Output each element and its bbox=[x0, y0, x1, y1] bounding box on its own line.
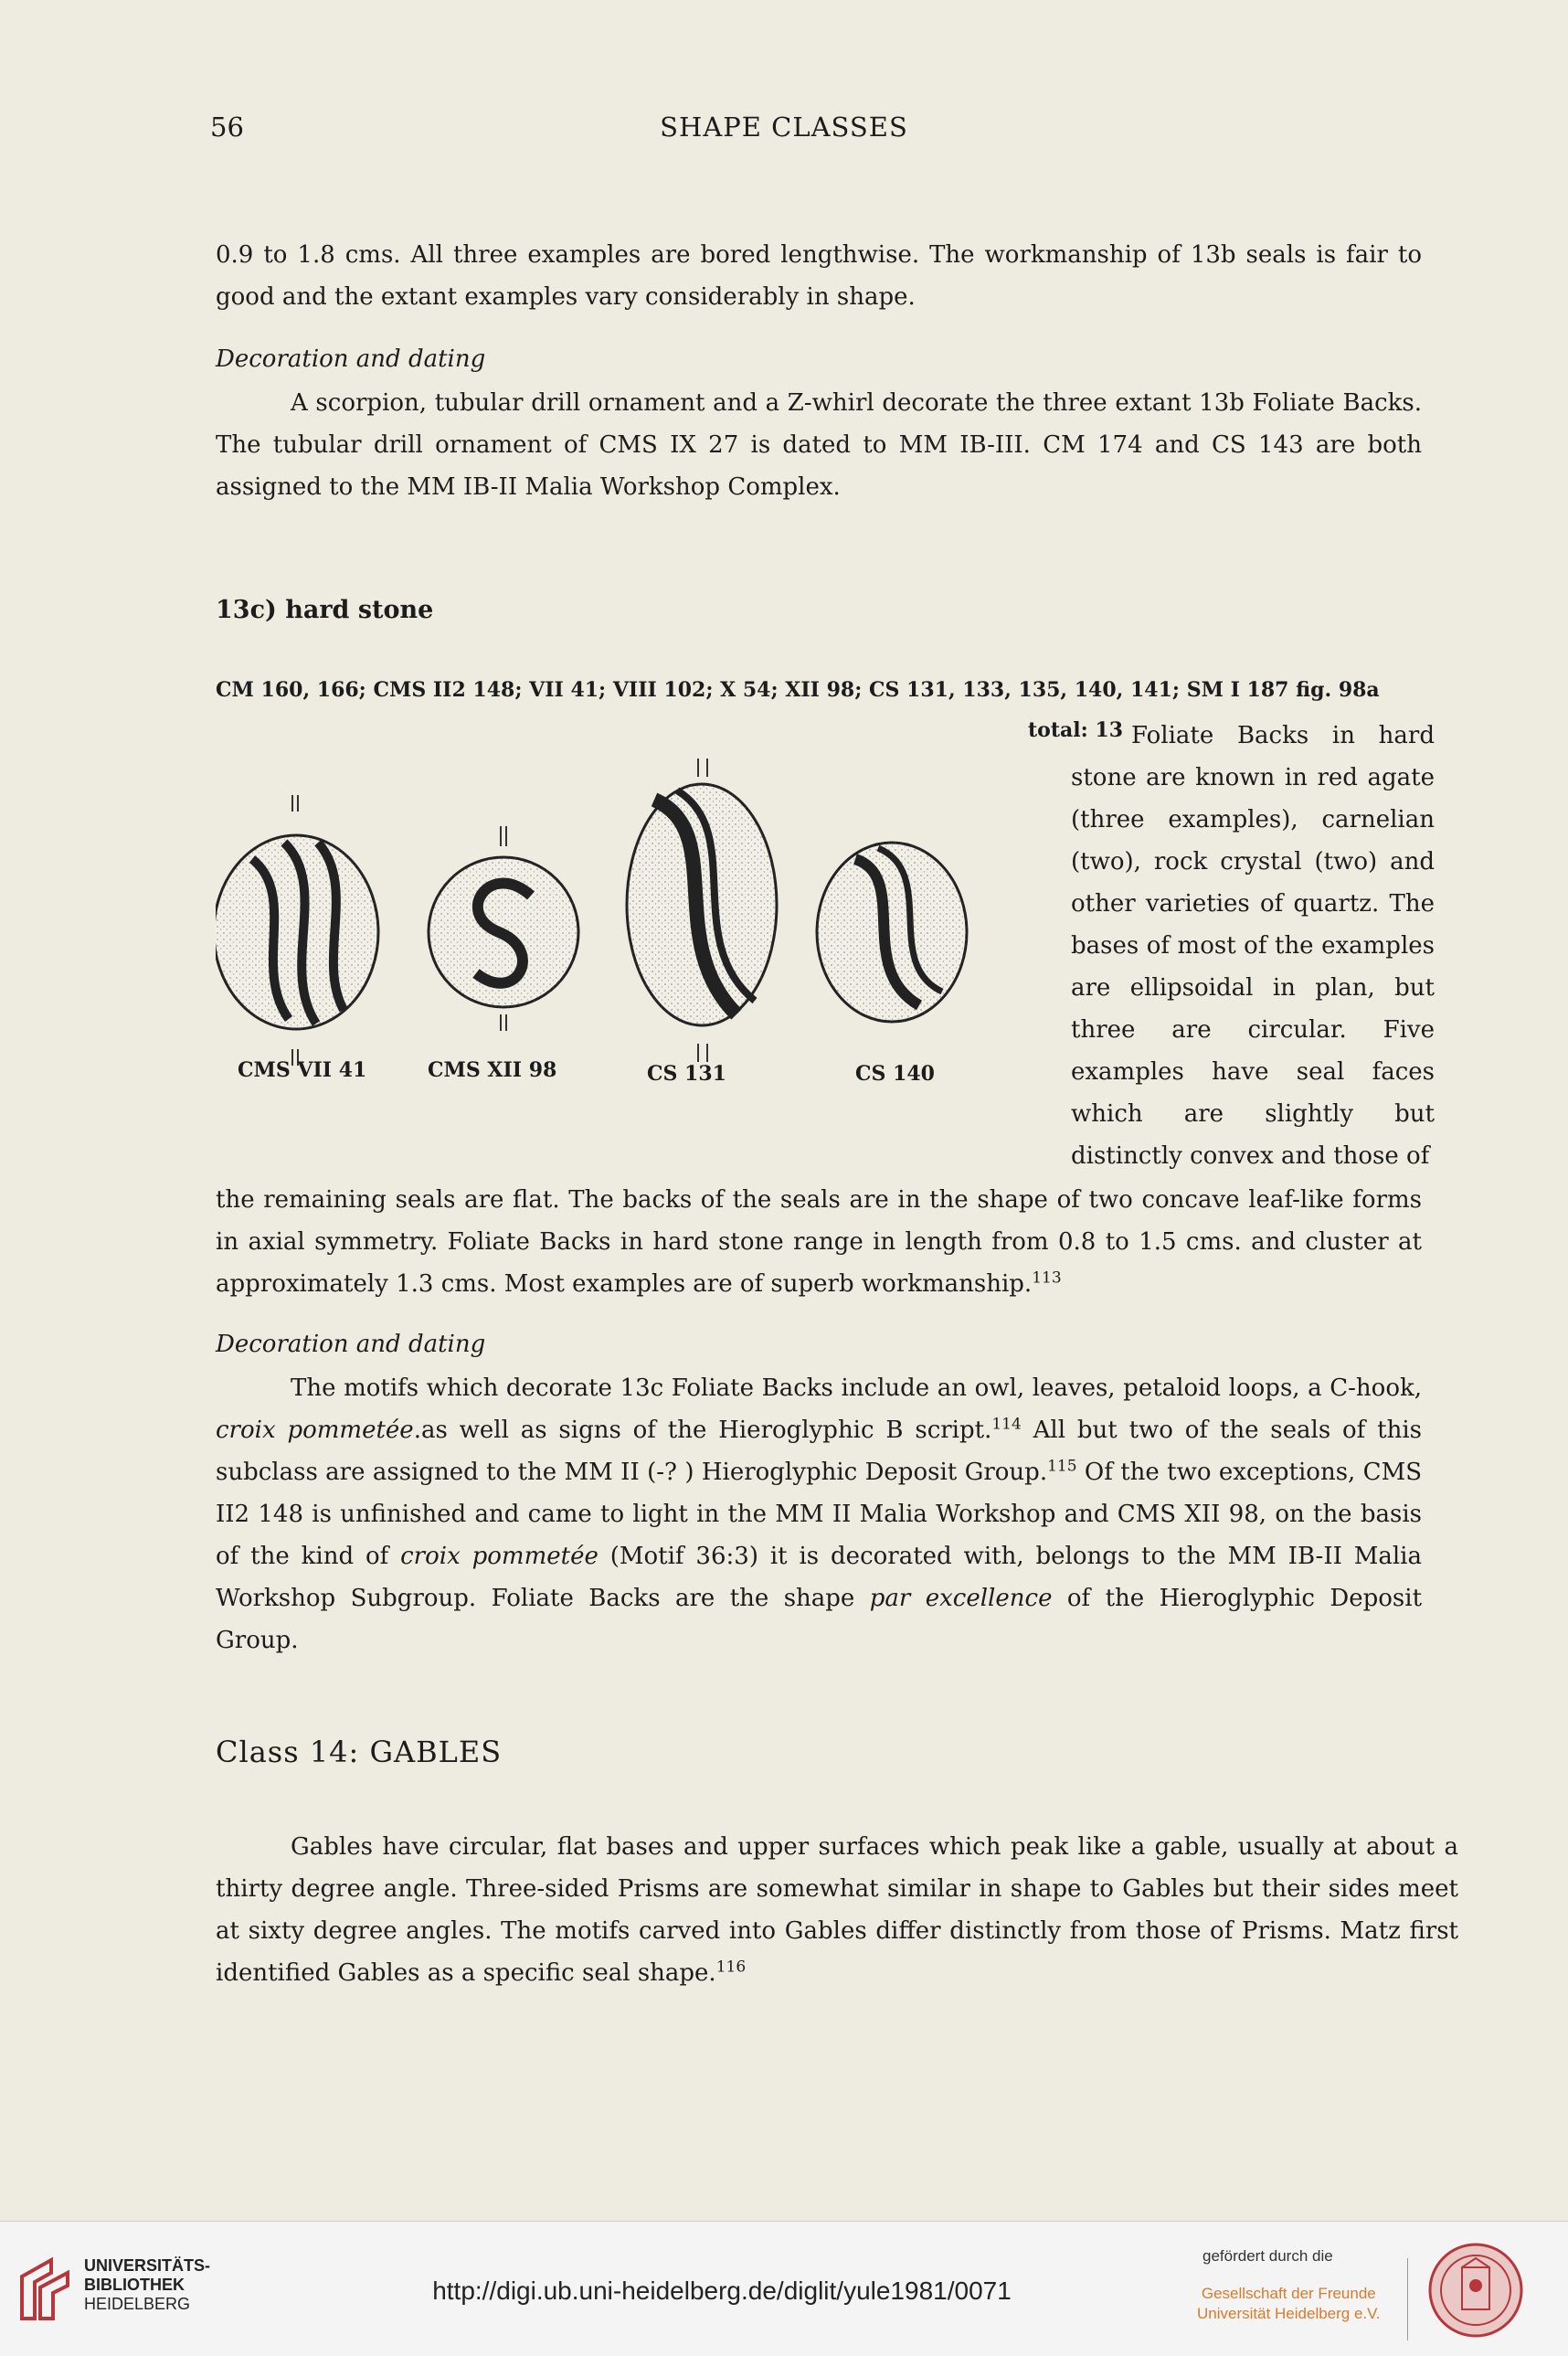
decoration-heading-1: Decoration and dating bbox=[216, 345, 486, 373]
subclass-13c-heading: 13c) hard stone bbox=[216, 596, 434, 624]
subclass-13c-references: CM 160, 166; CMS II2 148; VII 41; VIII 102; X 54; XII 98; CS 131, 133, 135, 140, 141; SM I 187 fig. 98a bbox=[216, 678, 1380, 702]
class-14-heading: Class 14: GABLES bbox=[216, 1735, 503, 1769]
decoration-paragraph-1: A scorpion, tubular drill ornament and a Z-whirl decorate the three extant 13b Foliate Backs. The tubular drill ornament of CMS IX 27 is dated to MM IB-III. CM 174 and CS 143 are both assigned to the MM IB-II Malia Workshop Complex. bbox=[216, 389, 1422, 501]
seal-illustrations-figure bbox=[216, 759, 974, 1124]
intro-paragraph: 0.9 to 1.8 cms. All three examples are bored lengthwise. The workmanship of 13b seals is fair to good and the extant examples vary considerably in shape. bbox=[216, 241, 1422, 311]
decoration-heading-2: Decoration and dating bbox=[216, 1331, 486, 1358]
footer-divider bbox=[1407, 2258, 1408, 2340]
seal-cms-xii-98-drawing bbox=[429, 826, 578, 1031]
subclass-13c-total: total: 13 bbox=[1028, 718, 1124, 742]
footnote-116: 116 bbox=[715, 1958, 747, 1977]
permalink-url[interactable]: http://digi.ub.uni-heidelberg.de/diglit/yule1981/0071 bbox=[432, 2276, 1012, 2305]
running-title: SHAPE CLASSES bbox=[660, 111, 908, 143]
continued-paragraph: the remaining seals are flat. The backs of the seals are in the shape of two concave leaf-like forms in axial symmetry. Foliate Backs in hard stone range in length from 0.8 to 1.5 cms. and cluster at approximately 1.3 cms. Most examples are of superb workmanship.$^{113}$ bbox=[216, 1186, 1422, 1298]
side-column-text: Foliate Backs in hard stone are known in red agate (three examples), carnelian (two), rock crystal (two) and other varieties of quartz. The bases of most of the examples are ellipsoidal in plan, but three are circular. Five examples have seal faces which are slightly but distinctly convex and those of bbox=[1071, 722, 1435, 1170]
caption-cms-xii-98: CMS XII 98 bbox=[428, 1058, 557, 1082]
university-library-name: UNIVERSITÄTS- BIBLIOTHEK HEIDELBERG bbox=[84, 2256, 211, 2313]
digitization-footer bbox=[0, 2221, 1568, 2356]
footnote-115: 115 bbox=[1047, 1457, 1077, 1476]
class-14-paragraph: Gables have circular, flat bases and upper surfaces which peak like a gable, usually at about a thirty degree angle. Three-sided Prisms are somewhat similar in shape to Gables but their sides meet at sixty degree angles. The motifs carved into Gables differ distinctly from those of Prisms. Matz first identified Gables as a specific seal shape.$^{116}$ bbox=[216, 1833, 1458, 1987]
funded-by-label: gefördert durch die bbox=[1202, 2247, 1333, 2265]
caption-cs-140: CS 140 bbox=[855, 1062, 935, 1086]
seal-cms-vii-41-drawing bbox=[216, 795, 378, 1066]
caption-cs-131: CS 131 bbox=[647, 1062, 726, 1086]
page-number: 56 bbox=[210, 111, 244, 143]
footnote-114: 114 bbox=[991, 1415, 1022, 1434]
seal-cs-140-drawing bbox=[817, 843, 967, 1022]
footnote-113: 113 bbox=[1032, 1268, 1062, 1288]
university-seal-icon bbox=[1425, 2240, 1526, 2340]
running-head bbox=[0, 111, 1568, 148]
decoration-paragraph-2: The motifs which decorate 13c Foliate Backs include an owl, leaves, petaloid loops, a C-hook, croix pommetée.as well as signs of the Hieroglyphic B script.$^{114}$ All but two of the seals of this subclass are assigned to the MM II (-? ) Hieroglyphic Deposit Group.$^{115}$ Of the two exceptions, CMS II2 148 is unfinished and came to light in the MM II Malia Workshop and CMS XII 98, on the basis of the kind of croix pommetée (Motif 36:3) it is decorated with, belongs to the MM IB-II Malia Workshop Subgroup. Foliate Backs are the shape par excellence of the Hieroglyphic Deposit Group. bbox=[216, 1374, 1423, 1654]
university-library-logo-icon bbox=[15, 2255, 75, 2324]
caption-cms-vii-41: CMS VII 41 bbox=[238, 1058, 367, 1082]
society-name: Gesellschaft der Freunde Universität Heidelberg e.V. bbox=[1197, 2285, 1381, 2322]
seal-cs-131-drawing bbox=[627, 759, 777, 1062]
